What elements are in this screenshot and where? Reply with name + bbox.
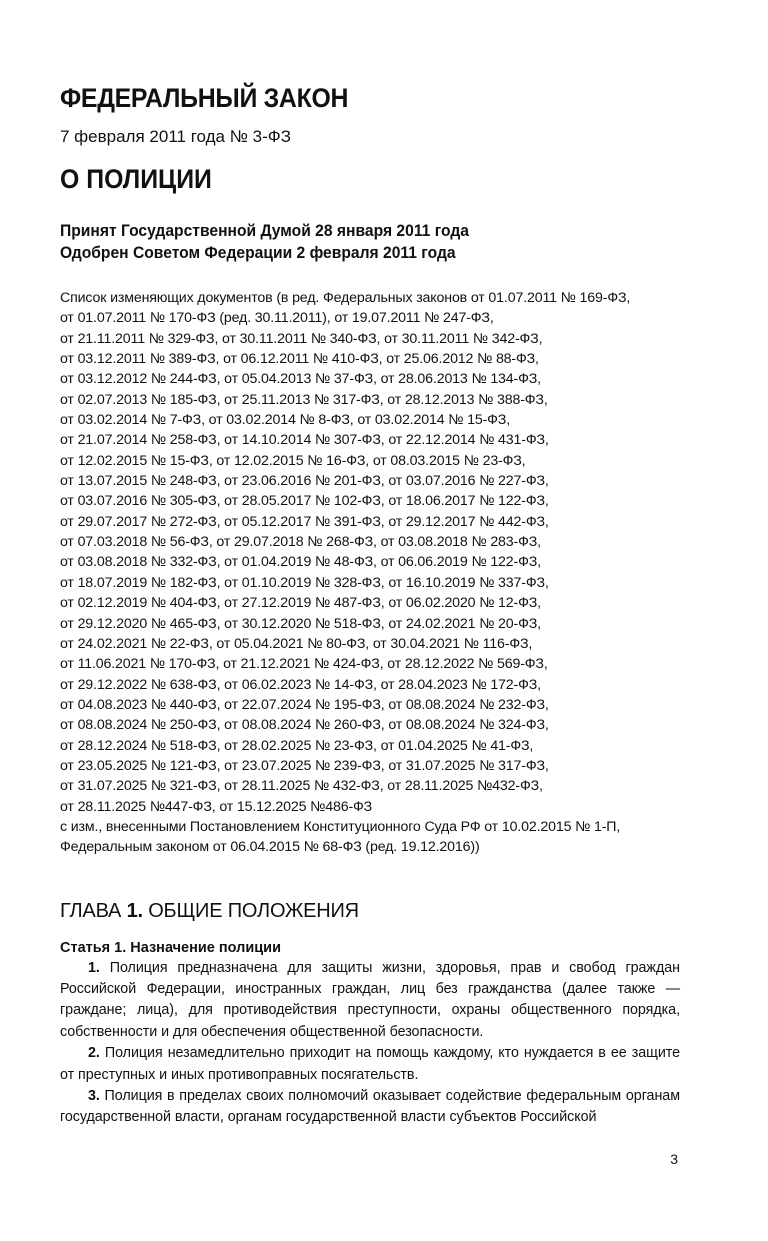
amendment-line: от 03.07.2016 № 305-ФЗ, от 28.05.2017 № 102-ФЗ, от 18.06.2017 № 122-ФЗ, — [60, 493, 549, 510]
article-paragraph-2 — [60, 1043, 680, 1086]
amendment-line: от 28.11.2025 №447-ФЗ, от 15.12.2025 №486-ФЗ — [60, 798, 373, 815]
chapter-heading — [60, 898, 680, 924]
chapter-title: ОБЩИЕ ПОЛОЖЕНИЯ — [148, 899, 359, 922]
amendment-line: от 12.02.2015 № 15-ФЗ, от 12.02.2015 № 16-ФЗ, от 08.03.2015 № 23-ФЗ, — [60, 452, 526, 469]
law-title: О ПОЛИЦИИ — [60, 164, 212, 194]
adopted-line: Принят Государственной Думой 28 января 2011 года — [60, 221, 469, 240]
paragraph-number: 3. — [88, 1088, 100, 1105]
paragraph-text: Полиция предназначена для защиты жизни, здоровья, прав и свобод граждан Российской Федерации, иностранных граждан, лиц без гражданства (далее также — граждане; лица), для противодействия преступности, охраны общественного порядка, собственности и для обеспечения общественной безопасности. — [60, 959, 680, 1040]
amendment-line: от 23.05.2025 № 121-ФЗ, от 23.07.2025 № 239-ФЗ, от 31.07.2025 № 317-ФЗ, — [60, 757, 549, 774]
article-title: Статья 1. Назначение полиции — [60, 939, 282, 956]
amendment-line: от 24.02.2021 № 22-ФЗ, от 05.04.2021 № 80-ФЗ, от 30.04.2021 № 116-ФЗ, — [60, 635, 533, 652]
amendment-line: от 18.07.2019 № 182-ФЗ, от 01.10.2019 № 328-ФЗ, от 16.10.2019 № 337-ФЗ, — [60, 574, 549, 591]
chapter-number: 1. — [126, 899, 143, 922]
amendment-line: от 03.02.2014 № 7-ФЗ, от 03.02.2014 № 8-ФЗ, от 03.02.2014 № 15-ФЗ, — [60, 412, 510, 429]
amendment-line: от 08.08.2024 № 250-ФЗ, от 08.08.2024 № 260-ФЗ, от 08.08.2024 № 324-ФЗ, — [60, 717, 549, 734]
amendment-line: Список изменяющих документов (в ред. Федеральных законов от 01.07.2011 № 169-ФЗ, — [60, 290, 631, 306]
amendment-line: от 13.07.2015 № 248-ФЗ, от 23.06.2016 № 201-ФЗ, от 03.07.2016 № 227-ФЗ, — [60, 473, 549, 490]
amendment-line: от 29.12.2022 № 638-ФЗ, от 06.02.2023 № 14-ФЗ, от 28.04.2023 № 172-ФЗ, — [60, 676, 541, 693]
paragraph-text: Полиция незамедлительно приходит на помощь каждому, кто нуждается в ее защите от преступных и иных противоправных посягательств. — [60, 1045, 680, 1083]
amendment-line: от 21.11.2011 № 329-ФЗ, от 30.11.2011 № 340-ФЗ, от 30.11.2011 № 342-ФЗ, — [60, 330, 543, 347]
amendment-line: с изм., внесенными Постановлением Конституционного Суда РФ от 10.02.2015 № 1-П, — [60, 818, 621, 835]
article-paragraph-1 — [60, 958, 680, 1044]
amendment-line: от 03.12.2012 № 244-ФЗ, от 05.04.2013 № 37-ФЗ, от 28.06.2013 № 134-ФЗ, — [60, 371, 541, 388]
amendment-line: от 28.12.2024 № 518-ФЗ, от 28.02.2025 № 23-ФЗ, от 01.04.2025 № 41-ФЗ, — [60, 737, 534, 754]
paragraph-text: Полиция в пределах своих полномочий оказывает содействие федеральным органам государственной власти, органам государственной власти субъектов Российской — [60, 1088, 680, 1126]
amendment-line: от 02.07.2013 № 185-ФЗ, от 25.11.2013 № 317-ФЗ, от 28.12.2013 № 388-ФЗ, — [60, 391, 548, 408]
paragraph-number: 2. — [88, 1045, 100, 1062]
law-type-heading: ФЕДЕРАЛЬНЫЙ ЗАКОН — [60, 83, 349, 113]
amendment-line: от 02.12.2019 № 404-ФЗ, от 27.12.2019 № 487-ФЗ, от 06.02.2020 № 12-ФЗ, — [60, 595, 541, 612]
amendment-line: от 01.07.2011 № 170-ФЗ (ред. 30.11.2011), от 19.07.2011 № 247-ФЗ, — [60, 310, 494, 327]
article-paragraph-3 — [60, 1086, 680, 1129]
amendment-line: от 07.03.2018 № 56-ФЗ, от 29.07.2018 № 268-ФЗ, от 03.08.2018 № 283-ФЗ, — [60, 534, 541, 551]
document-page — [60, 78, 680, 1129]
amendment-line: от 29.12.2020 № 465-ФЗ, от 30.12.2020 № 518-ФЗ, от 24.02.2021 № 20-ФЗ, — [60, 615, 541, 632]
amendment-line: от 31.07.2025 № 321-ФЗ, от 28.11.2025 № 432-ФЗ, от 28.11.2025 №432-ФЗ, — [60, 778, 543, 795]
amendment-line: от 03.08.2018 № 332-ФЗ, от 01.04.2019 № 48-ФЗ, от 06.06.2019 № 122-ФЗ, — [60, 554, 541, 571]
amendment-line: от 04.08.2023 № 440-ФЗ, от 22.07.2024 № 195-ФЗ, от 08.08.2024 № 232-ФЗ, — [60, 696, 549, 713]
amendment-line: от 29.07.2017 № 272-ФЗ, от 05.12.2017 № 391-ФЗ, от 29.12.2017 № 442-ФЗ, — [60, 513, 549, 530]
chapter-prefix: ГЛАВА — [60, 899, 122, 922]
amendment-line: от 21.07.2014 № 258-ФЗ, от 14.10.2014 № 307-ФЗ, от 22.12.2014 № 431-ФЗ, — [60, 432, 549, 449]
amendment-line: от 03.12.2011 № 389-ФЗ, от 06.12.2011 № 410-ФЗ, от 25.06.2012 № 88-ФЗ, — [60, 351, 539, 368]
amendment-line: Федеральным законом от 06.04.2015 № 68-ФЗ (ред. 19.12.2016)) — [60, 839, 480, 856]
page-number: 3 — [670, 1151, 678, 1167]
amendment-line: от 11.06.2021 № 170-ФЗ, от 21.12.2021 № 424-ФЗ, от 28.12.2022 № 569-ФЗ, — [60, 656, 548, 673]
approved-line: Одобрен Советом Федерации 2 февраля 2011 года — [60, 243, 456, 262]
adoption-block — [60, 220, 630, 264]
amendments-list — [60, 288, 680, 858]
law-date: 7 февраля 2011 года № 3-ФЗ — [60, 127, 291, 146]
paragraph-number: 1. — [88, 959, 100, 976]
